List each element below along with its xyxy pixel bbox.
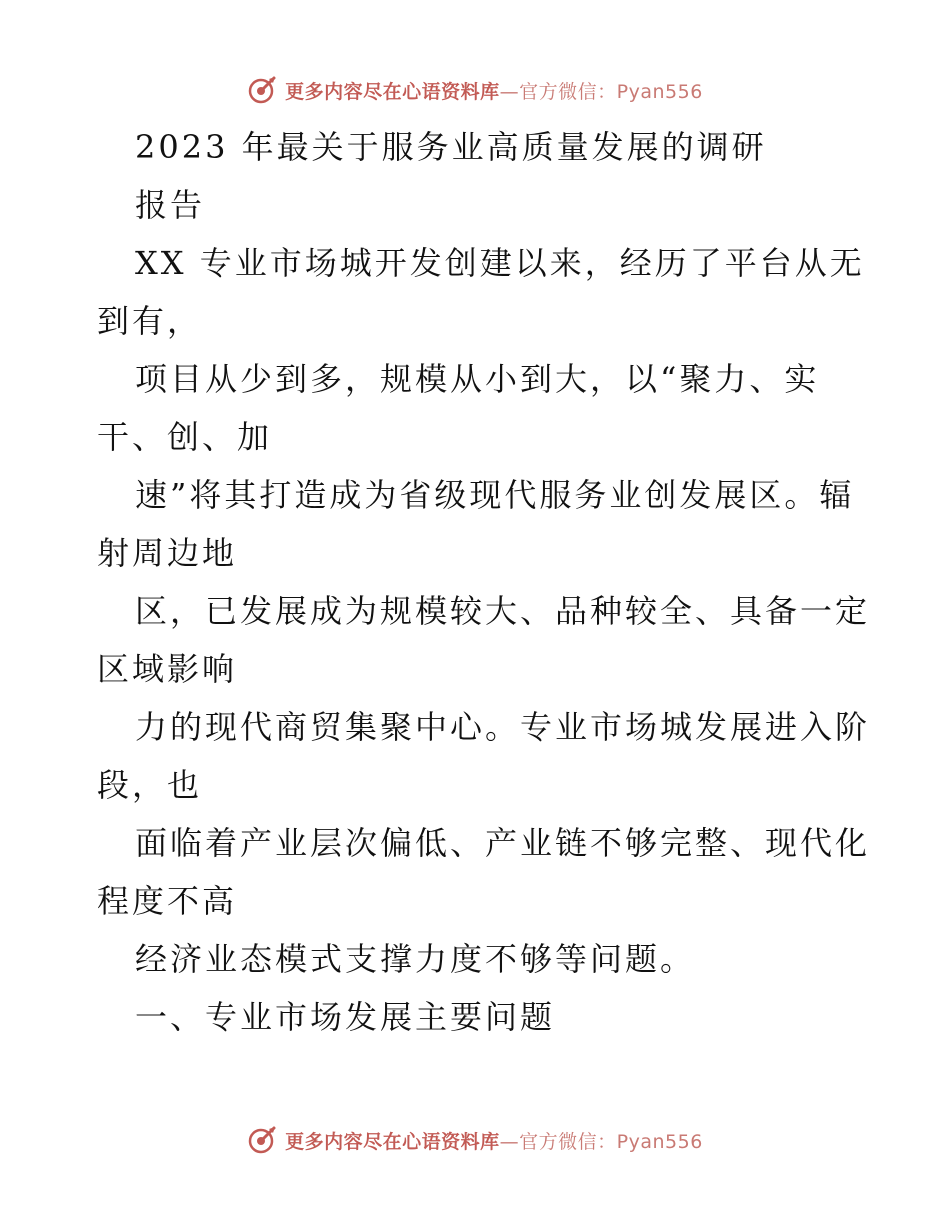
text-line: 程度不高 bbox=[97, 882, 238, 920]
watermark-contact: —官方微信：Pyan556 bbox=[499, 1130, 703, 1153]
watermark-text bbox=[285, 1127, 703, 1154]
text-line: 面临着产业层次偏低、产业链不够完整、现代化 bbox=[135, 824, 871, 862]
text-line: 经济业态模式支撑力度不够等问题。 bbox=[135, 940, 696, 978]
watermark-text bbox=[285, 77, 703, 104]
text-line: 区域影响 bbox=[97, 650, 238, 688]
text-line: XX 专业市场城开发创建以来，经历了平台从无 bbox=[135, 244, 865, 282]
text-line: 项目从少到多，规模从小到大，以“聚力、实 bbox=[135, 360, 820, 398]
text-line: 区，已发展成为规模较大、品种较全、具备一定 bbox=[135, 592, 871, 630]
watermark-header bbox=[0, 70, 950, 110]
text-line: 速”将其打造成为省级现代服务业创发展区。辐 bbox=[135, 476, 855, 514]
text-line: 射周边地 bbox=[97, 534, 238, 572]
watermark-brand: 更多内容尽在心语资料库 bbox=[285, 80, 500, 103]
watermark-brand: 更多内容尽在心语资料库 bbox=[285, 1130, 500, 1153]
text-line: 力的现代商贸集聚中心。专业市场城发展进入阶 bbox=[135, 708, 871, 746]
document-body bbox=[97, 118, 871, 1046]
pen-logo-icon bbox=[247, 75, 277, 105]
text-line: 段，也 bbox=[97, 766, 203, 804]
text-line: 一、专业市场发展主要问题 bbox=[135, 998, 556, 1036]
text-line: 到有， bbox=[97, 302, 203, 340]
pen-logo-icon bbox=[247, 1125, 277, 1155]
watermark-contact: —官方微信：Pyan556 bbox=[499, 80, 703, 103]
text-line: 干、创、加 bbox=[97, 418, 273, 456]
text-line: 报告 bbox=[135, 186, 206, 224]
watermark-footer bbox=[0, 1120, 950, 1160]
text-line: 2023 年最关于服务业高质量发展的调研 bbox=[135, 128, 767, 166]
